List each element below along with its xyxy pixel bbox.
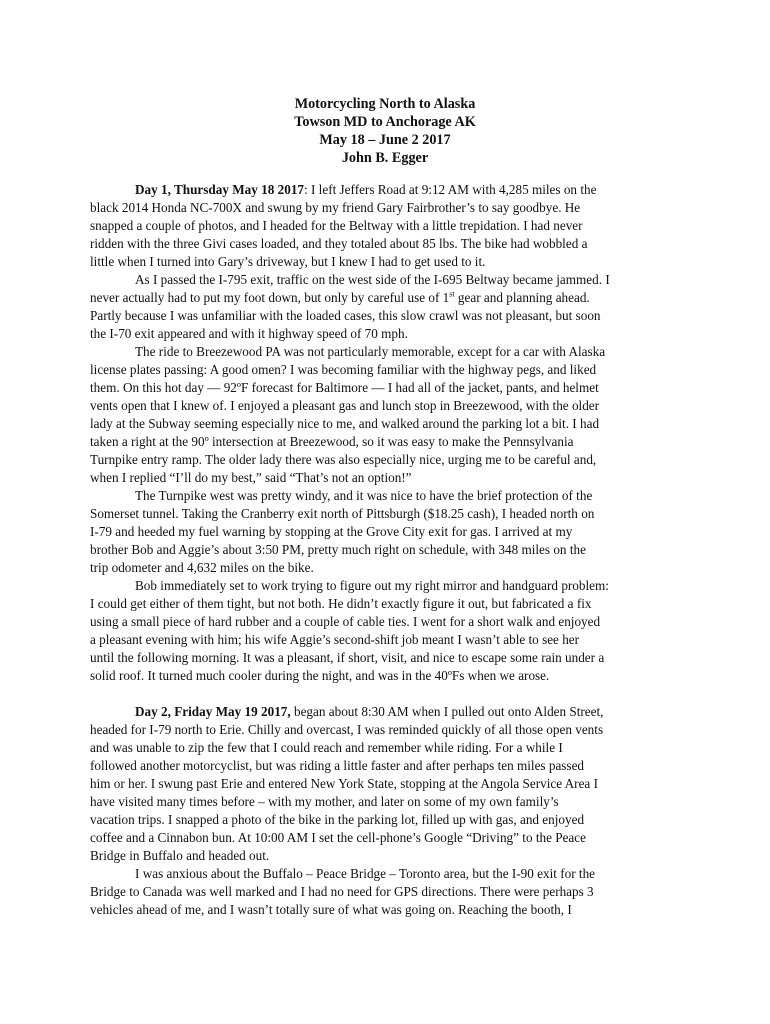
text-run: began about 8:30 AM when I pulled out onto Alden Street, bbox=[290, 704, 604, 719]
text-line: coffee and a Cinnabon bun. At 10:00 AM I set the cell-phone’s Google “Driving” to the Peace bbox=[90, 830, 586, 845]
text-line: have visited many times before – with my mother, and later on some of my own family’s bbox=[90, 794, 559, 809]
text-line: Turnpike entry ramp. The older lady there was also especially nice, urging me to be careful and, bbox=[90, 452, 597, 467]
text-line: vehicles ahead of me, and I wasn’t totally sure of what was going on. Reaching the booth, I bbox=[90, 902, 572, 917]
text-line: headed for I-79 north to Erie. Chilly and overcast, I was reminded quickly of all those open vents bbox=[90, 722, 604, 737]
text-line: Somerset tunnel. Taking the Cranberry exit north of Pittsburgh ($18.25 cash), I headed north on bbox=[90, 506, 595, 521]
title-line-1: Motorcycling North to Alaska bbox=[294, 96, 476, 112]
text-run: gear and planning ahead. bbox=[454, 290, 590, 305]
text-line: Bridge to Canada was well marked and I had no need for GPS directions. There were perhaps 3 bbox=[90, 884, 594, 899]
text-line: I-79 and heeded my fuel warning by stopping at the Grove City exit for gas. I arrived at my bbox=[90, 524, 573, 539]
text-line: little when I turned into Gary’s driveway, but I knew I had to get used to it. bbox=[90, 254, 486, 269]
text-line: until the following morning. It was a pleasant, if short, visit, and nice to escape some rain under a bbox=[90, 650, 605, 665]
text-line: taken a right at the 90º intersection at Breezewood, so it was easy to make the Pennsylvania bbox=[90, 434, 574, 449]
title-line-2: Towson MD to Anchorage AK bbox=[294, 114, 476, 130]
paragraph-gap bbox=[90, 685, 682, 703]
text-line bbox=[90, 703, 682, 721]
text-run: never actually had to put my foot down, but only by careful use of 1 bbox=[90, 290, 450, 305]
text-line: snapped a couple of photos, and I headed for the Beltway with a little trepidation. I had never bbox=[90, 218, 583, 233]
text-line: a pleasant evening with him; his wife Aggie’s second-shift job meant I wasn’t able to see her bbox=[90, 632, 580, 647]
text-line: The ride to Breezewood PA was not particularly memorable, except for a car with Alaska bbox=[135, 344, 606, 359]
text-line bbox=[90, 181, 682, 199]
text-line: followed another motorcyclist, but was riding a little faster and after perhaps ten miles passed bbox=[90, 758, 585, 773]
day2-heading: Day 2, Friday May 19 2017, bbox=[135, 704, 291, 719]
text-line: I could get either of them tight, but not both. He didn’t exactly figure it out, but fabricated a fix bbox=[90, 596, 592, 611]
text-line: license plates passing: A good omen? I was becoming familiar with the highway pegs, and liked bbox=[90, 362, 597, 377]
text-line: him or her. I swung past Erie and entered New York State, stopping at the Angola Service Area I bbox=[90, 776, 598, 791]
text-line: vacation trips. I snapped a photo of the bike in the parking lot, filled up with gas, and enjoyed bbox=[90, 812, 585, 827]
text-line: The Turnpike west was pretty windy, and it was nice to have the brief protection of the bbox=[135, 488, 593, 503]
author: John B. Egger bbox=[341, 150, 429, 166]
title-block bbox=[0, 95, 770, 167]
text-line: using a small piece of hard rubber and a couple of cable ties. I went for a short walk and enjoyed bbox=[90, 614, 601, 629]
text-line: and was unable to zip the few that I could reach and remember while riding. For a while I bbox=[90, 740, 563, 755]
text-run: : I left Jeffers Road at 9:12 AM with 4,285 miles on the bbox=[304, 182, 597, 197]
title-dates: May 18 – June 2 2017 bbox=[319, 132, 451, 148]
text-line: Partly because I was unfamiliar with the loaded cases, this slow crawl was not pleasant, but soon bbox=[90, 308, 601, 323]
text-line: ridden with the three Givi cases loaded, and they totaled about 85 lbs. The bike had wobbled a bbox=[90, 236, 588, 251]
text-line bbox=[90, 289, 682, 307]
text-line: Bob immediately set to work trying to figure out my right mirror and handguard problem: bbox=[135, 578, 609, 593]
text-line: when I replied “I’ll do my best,” said “That’s not an option!” bbox=[90, 470, 412, 485]
superscript: st bbox=[449, 289, 455, 299]
text-line: As I passed the I-795 exit, traffic on the west side of the I-695 Beltway became jammed. I bbox=[135, 272, 610, 287]
text-line: solid roof. It turned much cooler during the night, and was in the 40ºFs when we arose. bbox=[90, 668, 550, 683]
text-line: black 2014 Honda NC-700X and swung by my friend Gary Fairbrother’s to say goodbye. He bbox=[90, 200, 581, 215]
day1-heading: Day 1, Thursday May 18 2017 bbox=[135, 182, 305, 197]
text-line: the I-70 exit appeared and with it highway speed of 70 mph. bbox=[90, 326, 408, 341]
text-line: vents open that I knew of. I enjoyed a pleasant gas and lunch stop in Breezewood, with the older bbox=[90, 398, 600, 413]
text-line: I was anxious about the Buffalo – Peace Bridge – Toronto area, but the I-90 exit for the bbox=[135, 866, 596, 881]
text-line: lady at the Subway seeming especially nice to me, and walked around the parking lot a bit. I had bbox=[90, 416, 600, 431]
text-line: Bridge in Buffalo and headed out. bbox=[90, 848, 270, 863]
document-body bbox=[90, 181, 682, 919]
text-line: them. On this hot day — 92ºF forecast for Baltimore — I had all of the jacket, pants, and helmet bbox=[90, 380, 599, 395]
text-line: trip odometer and 4,632 miles on the bike. bbox=[90, 560, 314, 575]
text-line: brother Bob and Aggie’s about 3:50 PM, pretty much right on schedule, with 348 miles on the bbox=[90, 542, 586, 557]
